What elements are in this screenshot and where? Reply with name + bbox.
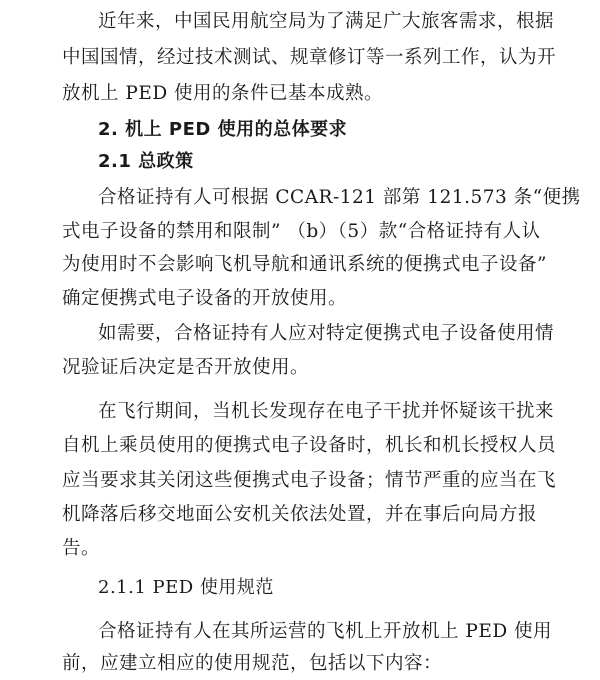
policy-p3-line-5: 告。	[62, 538, 101, 559]
policy-p1-line-4: 确定便携式电子设备的开放使用。	[62, 288, 348, 309]
policy-p3-line-2: 自机上乘员使用的便携式电子设备时，机长和机长授权人员	[62, 435, 557, 456]
ped-rules-line-1: 合格证持有人在其所运营的飞机上开放机上 PED 使用	[98, 621, 553, 642]
policy-p3-line-3: 应当要求其关闭这些便携式电子设备；情节严重的应当在飞	[62, 470, 557, 491]
policy-p2-line-2: 况验证后决定是否开放使用。	[62, 357, 310, 378]
intro-line-1: 近年来，中国民用航空局为了满足广大旅客需求，根据	[98, 11, 555, 32]
policy-p1-line-1: 合格证持有人可根据 CCAR-121 部第 121.573 条“便携	[98, 187, 581, 208]
section-2-1-1-heading: 2.1.1 PED 使用规范	[98, 577, 274, 598]
policy-p3-line-1: 在飞行期间，当机长发现存在电子干扰并怀疑该干扰来	[98, 401, 555, 422]
ped-rules-line-2: 前，应建立相应的使用规范，包括以下内容：	[62, 653, 443, 674]
intro-line-2: 中国国情，经过技术测试、规章修订等一系列工作，认为开	[62, 47, 557, 68]
section-2-1-heading: 2.1 总政策	[98, 151, 194, 172]
policy-p3-line-4: 机降落后移交地面公安机关依法处置，并在事后向局方报	[62, 504, 538, 525]
intro-line-3: 放机上 PED 使用的条件已基本成熟。	[62, 83, 384, 104]
policy-p1-line-2: 式电子设备的禁用和限制” （b）（5）款“合格证持有人认	[62, 221, 541, 242]
section-2-heading: 2. 机上 PED 使用的总体要求	[98, 119, 348, 140]
policy-p1-line-3: 为使用时不会影响飞机导航和通讯系统的便携式电子设备”	[62, 254, 547, 275]
policy-p2-line-1: 如需要，合格证持有人应对特定便携式电子设备使用情	[98, 323, 555, 344]
